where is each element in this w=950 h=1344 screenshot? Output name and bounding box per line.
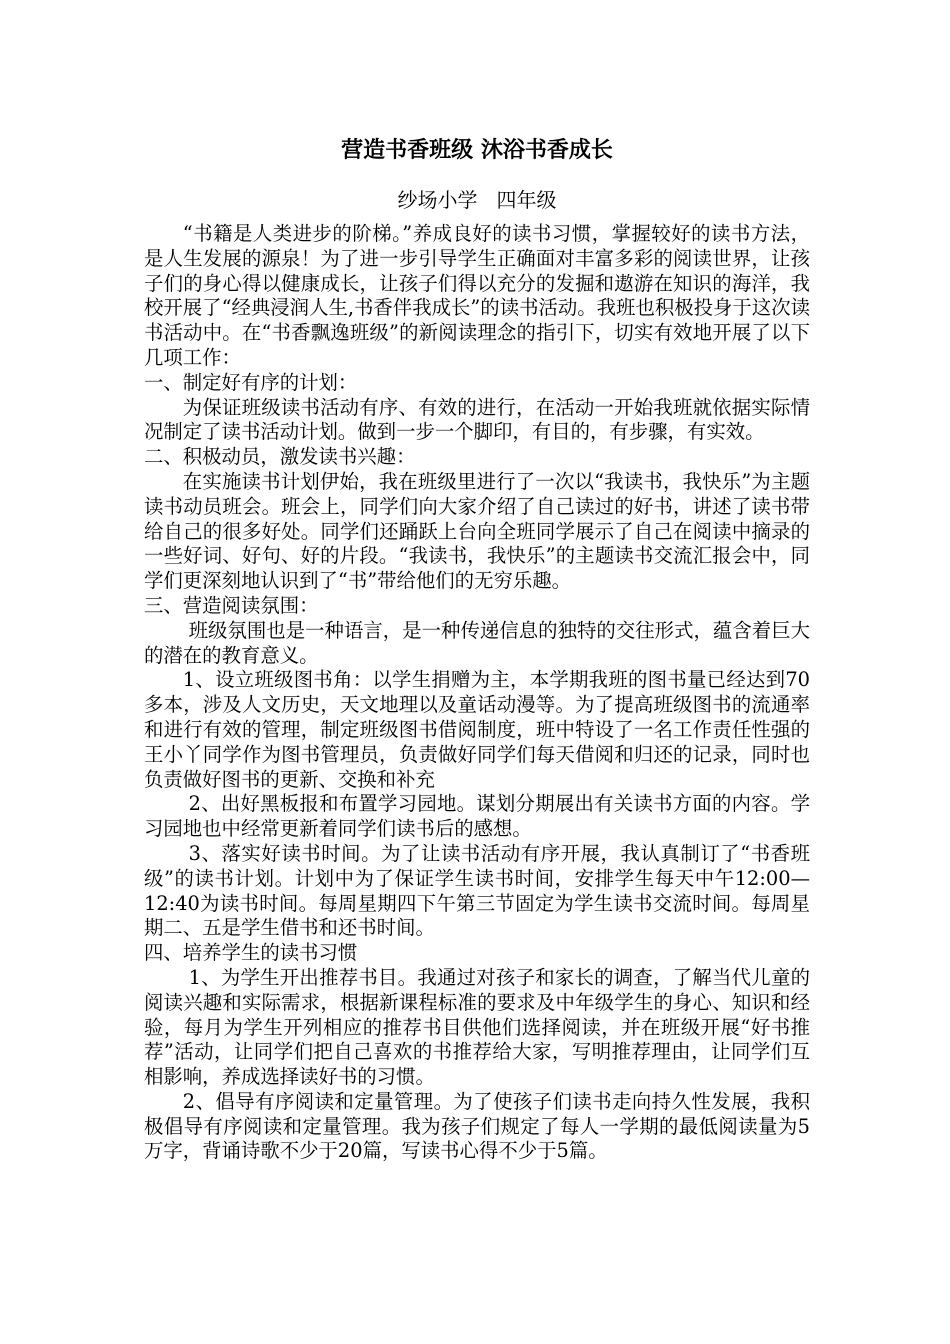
section-heading-3: 三、营造阅读氛围： bbox=[144, 593, 319, 617]
document-subtitle: 纱场小学 四年级 bbox=[397, 188, 557, 212]
section-heading-4: 四、培养学生的读书习惯 bbox=[144, 941, 358, 965]
section-heading-2: 二、积极动员，激发读书兴趣： bbox=[144, 445, 416, 469]
paragraph-blackboard: 2、出好黑板报和布置学习园地。谋划分期展出有关读书方面的内容。学习园地也中经常更新着同学们读书后的感想。 bbox=[144, 792, 810, 841]
paragraph-reading-time: 3、落实好读书时间。为了让读书活动有序开展，我认真制订了“书香班级”的读书计划。计划中为了保证学生读书时间，安排学生每天中午12:00—12:40为读书时间。每周星期四下午第三节固定为学生读书交流时间。每周星期二、五是学生借书和还书时间。 bbox=[144, 841, 810, 940]
document-title: 营造书香班级 沐浴书香成长 bbox=[341, 138, 613, 163]
paragraph-mobilize: 在实施读书计划伊始，我在班级里进行了一次以“我读书，我快乐”为主题读书动员班会。班会上，同学们向大家介绍了自己读过的好书，讲述了读书带给自己的很多好处。同学们还踊跃上台向全班同学展示了自己在阅读中摘录的一些好词、好句、好的片段。“我读书，我快乐”的主题读书交流汇报会中，同学们更深刻地认识到了“书”带给他们的无穷乐趣。 bbox=[144, 469, 810, 593]
paragraph-atmosphere: 班级氛围也是一种语言，是一种传递信息的独特的交往形式，蕴含着巨大的潜在的教育意义。 bbox=[144, 618, 810, 667]
paragraph-plan: 为保证班级读书活动有序、有效的进行，在活动一开始我班就依据实际情况制定了读书活动计划。做到一步一个脚印，有目的，有步骤，有实效。 bbox=[144, 395, 810, 444]
paragraph-quantity: 2、倡导有序阅读和定量管理。为了使孩子们读书走向持久性发展，我积极倡导有序阅读和定量管理。我为孩子们规定了每人一学期的最低阅读量为5万字，背诵诗歌不少于20篇，写读书心得不少于5篇。 bbox=[144, 1089, 810, 1163]
paragraph-intro: “书籍是人类进步的阶梯。”养成良好的读书习惯，掌握较好的读书方法，是人生发展的源泉！为了进一步引导学生正确面对丰富多彩的阅读世界，让孩子们的身心得以健康成长，让孩子们得以充分的发掘和遨游在知识的海洋，我校开展了“经典浸润人生,书香伴我成长”的读书活动。我班也积极投身于这次读书活动中。在“书香飘逸班级”的新阅读理念的指引下，切实有效地开展了以下几项工作： bbox=[144, 222, 810, 369]
section-heading-1: 一、制定好有序的计划： bbox=[144, 370, 358, 394]
document-body bbox=[144, 222, 810, 1164]
paragraph-book-corner: 1、设立班级图书角：以学生捐赠为主，本学期我班的图书量已经达到70多本，涉及人文历史，天文地理以及童话动漫等。为了提高班级图书的流通率和进行有效的管理，制定班级图书借阅制度，班中特设了一名工作责任性强的王小丫同学作为图书管理员，负责做好同学们每天借阅和归还的记录，同时也负责做好图书的更新、交换和补充 bbox=[144, 668, 810, 791]
paragraph-book-list: 1、为学生开出推荐书目。我通过对孩子和家长的调查，了解当代儿童的阅读兴趣和实际需求，根据新课程标准的要求及中年级学生的身心、知识和经验，每月为学生开列相应的推荐书目供他们选择阅读，并在班级开展“好书推荐”活动，让同学们把自己喜欢的书推荐给大家，写明推荐理由，让同学们互相影响，养成选择读好书的习惯。 bbox=[144, 965, 810, 1089]
